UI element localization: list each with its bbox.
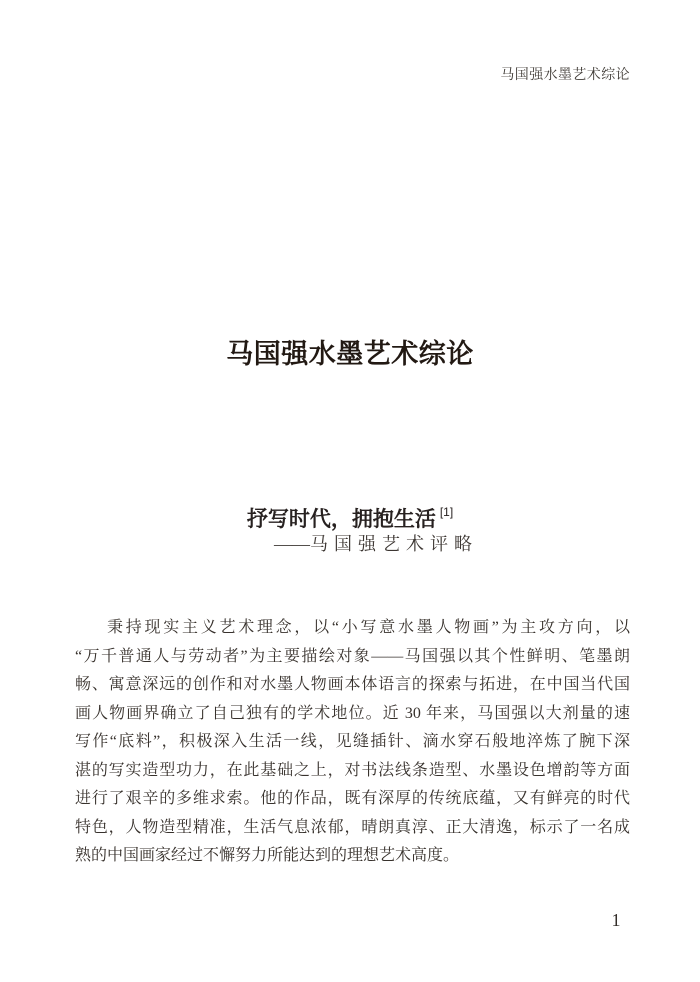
paragraph-line: 湛的写实造型功力，在此基础之上，对书法线条造型、水墨设色增韵等方面 bbox=[75, 761, 630, 779]
paragraph-line: 画人物画界确立了自己独有的学术地位。近 30 年来，马国强以大剂量的速 bbox=[75, 704, 630, 722]
document-title: 马国强水墨艺术综论 bbox=[226, 339, 474, 369]
section-heading bbox=[0, 502, 700, 532]
byline-row bbox=[0, 533, 700, 557]
footnote-marker: [1] bbox=[439, 505, 454, 519]
running-header-title: 马国强水墨艺术综论 bbox=[500, 66, 630, 82]
byline-name: 马国强艺术评略 bbox=[310, 534, 478, 554]
page-number: 1 bbox=[611, 910, 621, 930]
paragraph-line: 进行了艰辛的多维求索。他的作品，既有深厚的传统底蕴，又有鲜亮的时代 bbox=[75, 790, 630, 807]
paragraph-line: 熟的中国画家经过不懈努力所能达到的理想艺术高度。 bbox=[75, 847, 460, 864]
body-paragraph bbox=[75, 614, 630, 871]
section-byline bbox=[274, 533, 478, 555]
byline-dash: —— bbox=[274, 534, 310, 554]
paragraph-line: “万千普通人与劳动者”为主要描绘对象——马国强以其个性鲜明、笔墨朗 bbox=[75, 647, 630, 665]
paragraph-line: 秉持现实主义艺术理念，以“小写意水墨人物画”为主攻方向，以 bbox=[107, 619, 630, 636]
paragraph-line: 特色，人物造型精准，生活气息浓郁，晴朗真淳、正大清逸，标示了一名成 bbox=[75, 818, 630, 836]
paragraph-line: 写作“底料”，积极深入生活一线，见缝插针、滴水穿石般地淬炼了腕下深 bbox=[75, 733, 630, 750]
paragraph-line: 畅、寓意深远的创作和对水墨人物画本体语言的探索与拓进，在中国当代国 bbox=[75, 676, 630, 693]
section-heading-text: 抒写时代，拥抱生活 bbox=[246, 508, 436, 531]
